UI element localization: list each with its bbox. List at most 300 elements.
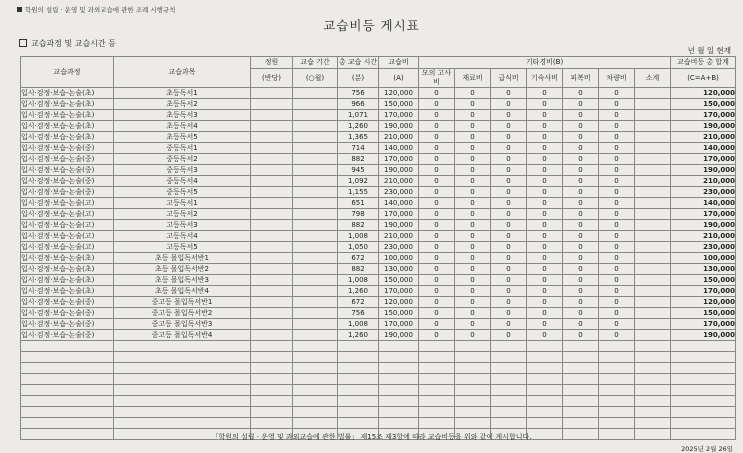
cell-dorm — [527, 374, 563, 385]
cell-material: 0 — [455, 99, 491, 110]
cell-vehicle: 0 — [599, 264, 635, 275]
cell-fee: 190,000 — [379, 121, 419, 132]
cell-empty — [635, 88, 671, 99]
cell-empty — [251, 275, 293, 286]
cell-dorm: 0 — [527, 308, 563, 319]
cell-empty — [251, 319, 293, 330]
cell-material: 0 — [455, 143, 491, 154]
table-row — [21, 253, 736, 264]
cell-meal — [491, 418, 527, 429]
cell-uniform: 0 — [563, 154, 599, 165]
cell-empty — [293, 330, 338, 341]
cell-dorm: 0 — [527, 187, 563, 198]
cell-course: 입시·검정·보습-논술(중) — [21, 143, 114, 154]
header-time-unit: (분) — [338, 69, 379, 88]
cell-empty — [293, 110, 338, 121]
cell-vehicle — [599, 374, 635, 385]
cell-dorm: 0 — [527, 143, 563, 154]
cell-total — [671, 352, 736, 363]
cell-material — [455, 385, 491, 396]
cell-empty — [293, 88, 338, 99]
header-period-unit: (○월) — [293, 69, 338, 88]
cell-total: 190,000 — [671, 165, 736, 176]
checkbox-square-icon — [19, 39, 27, 47]
cell-empty — [293, 385, 338, 396]
cell-vehicle: 0 — [599, 132, 635, 143]
cell-course: 입시·검정·보습-논술(중) — [21, 187, 114, 198]
cell-material: 0 — [455, 209, 491, 220]
cell-course: 입시·검정·보습-논술(초) — [21, 264, 114, 275]
cell-total: 230,000 — [671, 187, 736, 198]
cell-total: 170,000 — [671, 319, 736, 330]
cell-course: 입시·검정·보습-논술(중) — [21, 308, 114, 319]
cell-fee: 130,000 — [379, 264, 419, 275]
cell-vehicle — [599, 363, 635, 374]
cell-fee: 120,000 — [379, 88, 419, 99]
cell-meal: 0 — [491, 253, 527, 264]
cell-fee: 120,000 — [379, 297, 419, 308]
cell-total: 100,000 — [671, 253, 736, 264]
cell-total — [671, 363, 736, 374]
cell-course — [21, 385, 114, 396]
cell-empty — [293, 286, 338, 297]
cell-dorm: 0 — [527, 330, 563, 341]
cell-material — [455, 341, 491, 352]
cell-time — [338, 374, 379, 385]
cell-fee — [379, 418, 419, 429]
cell-empty — [293, 396, 338, 407]
cell-empty — [635, 374, 671, 385]
section-label: 교습과정 및 교습시간 등 — [31, 39, 116, 48]
cell-material: 0 — [455, 297, 491, 308]
cell-subject: 초등독서3 — [114, 110, 251, 121]
cell-total: 210,000 — [671, 231, 736, 242]
cell-dorm: 0 — [527, 264, 563, 275]
cell-fee — [379, 396, 419, 407]
cell-subject: 중등독서4 — [114, 176, 251, 187]
cell-empty — [251, 253, 293, 264]
cell-time — [338, 385, 379, 396]
header-total: 교습비등 총 합계 — [671, 57, 736, 69]
cell-meal: 0 — [491, 176, 527, 187]
cell-subject: 고등독서5 — [114, 242, 251, 253]
table-body — [21, 88, 736, 440]
table-row — [21, 110, 736, 121]
cell-dorm: 0 — [527, 99, 563, 110]
cell-empty — [251, 132, 293, 143]
cell-uniform: 0 — [563, 132, 599, 143]
cell-meal: 0 — [491, 165, 527, 176]
cell-subject: 중고등 몰입독서반4 — [114, 330, 251, 341]
cell-vehicle: 0 — [599, 286, 635, 297]
cell-vehicle: 0 — [599, 165, 635, 176]
cell-course — [21, 363, 114, 374]
cell-empty — [293, 374, 338, 385]
cell-empty — [293, 264, 338, 275]
cell-empty — [293, 176, 338, 187]
cell-empty — [293, 352, 338, 363]
cell-vehicle — [599, 341, 635, 352]
cell-total: 120,000 — [671, 88, 736, 99]
table-row — [21, 396, 736, 407]
cell-empty — [251, 330, 293, 341]
cell-vehicle: 0 — [599, 154, 635, 165]
cell-fee: 210,000 — [379, 231, 419, 242]
cell-material — [455, 418, 491, 429]
cell-vehicle: 0 — [599, 330, 635, 341]
cell-fee: 170,000 — [379, 319, 419, 330]
cell-course: 입시·검정·보습-논술(중) — [21, 297, 114, 308]
cell-vehicle: 0 — [599, 231, 635, 242]
cell-empty — [293, 341, 338, 352]
cell-dorm: 0 — [527, 198, 563, 209]
cell-meal — [491, 385, 527, 396]
cell-empty — [635, 242, 671, 253]
table-row — [21, 308, 736, 319]
table-row — [21, 352, 736, 363]
cell-empty — [251, 407, 293, 418]
cell-meal: 0 — [491, 330, 527, 341]
cell-meal: 0 — [491, 264, 527, 275]
cell-meal: 0 — [491, 231, 527, 242]
cell-subject: 초등독서2 — [114, 99, 251, 110]
cell-empty — [251, 220, 293, 231]
cell-meal: 0 — [491, 154, 527, 165]
cell-empty — [293, 154, 338, 165]
header-fee: 교습비 — [379, 57, 419, 69]
cell-empty — [293, 297, 338, 308]
cell-dorm — [527, 418, 563, 429]
cell-uniform — [563, 352, 599, 363]
cell-course: 입시·검정·보습-논술(고) — [21, 209, 114, 220]
cell-empty — [635, 341, 671, 352]
cell-course — [21, 352, 114, 363]
cell-empty — [251, 297, 293, 308]
cell-subject: 중고등 몰입독서반1 — [114, 297, 251, 308]
cell-subject: 중등독서1 — [114, 143, 251, 154]
cell-time — [338, 396, 379, 407]
cell-time — [338, 341, 379, 352]
cell-uniform: 0 — [563, 88, 599, 99]
cell-time: 756 — [338, 88, 379, 99]
cell-subject: 초등 몰입독서반3 — [114, 275, 251, 286]
cell-meal: 0 — [491, 121, 527, 132]
cell-uniform: 0 — [563, 110, 599, 121]
cell-empty — [251, 341, 293, 352]
cell-total — [671, 341, 736, 352]
cell-mock: 0 — [419, 88, 455, 99]
cell-subject: 고등독서3 — [114, 220, 251, 231]
header-subtotal: 소계 — [635, 69, 671, 88]
cell-subject: 중고등 몰입독서반3 — [114, 319, 251, 330]
cell-mock: 0 — [419, 264, 455, 275]
cell-uniform: 0 — [563, 187, 599, 198]
cell-empty — [635, 143, 671, 154]
cell-subject: 초등 몰입독서반4 — [114, 286, 251, 297]
cell-uniform — [563, 407, 599, 418]
cell-total: 140,000 — [671, 198, 736, 209]
cell-vehicle: 0 — [599, 275, 635, 286]
cell-vehicle: 0 — [599, 242, 635, 253]
cell-fee: 230,000 — [379, 187, 419, 198]
cell-mock: 0 — [419, 132, 455, 143]
cell-mock: 0 — [419, 253, 455, 264]
cell-meal: 0 — [491, 308, 527, 319]
cell-uniform: 0 — [563, 319, 599, 330]
table-row — [21, 286, 736, 297]
cell-mock: 0 — [419, 220, 455, 231]
cell-time: 672 — [338, 297, 379, 308]
cell-vehicle: 0 — [599, 209, 635, 220]
cell-fee — [379, 374, 419, 385]
cell-time: 882 — [338, 154, 379, 165]
table-row — [21, 88, 736, 99]
cell-dorm: 0 — [527, 220, 563, 231]
cell-time: 672 — [338, 253, 379, 264]
cell-uniform: 0 — [563, 198, 599, 209]
cell-empty — [635, 396, 671, 407]
cell-meal: 0 — [491, 88, 527, 99]
cell-empty — [293, 363, 338, 374]
cell-subject: 중등독서5 — [114, 187, 251, 198]
cell-course — [21, 418, 114, 429]
cell-total: 170,000 — [671, 209, 736, 220]
cell-uniform — [563, 374, 599, 385]
cell-fee: 150,000 — [379, 275, 419, 286]
cell-fee: 210,000 — [379, 132, 419, 143]
cell-mock — [419, 396, 455, 407]
cell-fee: 190,000 — [379, 330, 419, 341]
cell-time: 756 — [338, 308, 379, 319]
cell-vehicle — [599, 396, 635, 407]
cell-total: 170,000 — [671, 154, 736, 165]
cell-fee: 140,000 — [379, 198, 419, 209]
cell-time — [338, 418, 379, 429]
cell-dorm: 0 — [527, 209, 563, 220]
cell-time: 1,092 — [338, 176, 379, 187]
cell-dorm: 0 — [527, 297, 563, 308]
cell-vehicle: 0 — [599, 297, 635, 308]
cell-meal: 0 — [491, 110, 527, 121]
cell-fee: 150,000 — [379, 308, 419, 319]
cell-mock — [419, 363, 455, 374]
table-row — [21, 264, 736, 275]
cell-dorm: 0 — [527, 319, 563, 330]
cell-mock: 0 — [419, 143, 455, 154]
cell-mock: 0 — [419, 176, 455, 187]
cell-fee: 230,000 — [379, 242, 419, 253]
header-total-time: 총 교습 시간 — [338, 57, 379, 69]
cell-total: 140,000 — [671, 143, 736, 154]
cell-dorm — [527, 385, 563, 396]
cell-meal — [491, 374, 527, 385]
cell-course: 입시·검정·보습-논술(초) — [21, 253, 114, 264]
cell-course: 입시·검정·보습-논술(초) — [21, 110, 114, 121]
table-header — [21, 57, 736, 88]
cell-subject: 초등독서4 — [114, 121, 251, 132]
cell-subject: 고등독서4 — [114, 231, 251, 242]
cell-mock: 0 — [419, 275, 455, 286]
header-material: 재료비 — [455, 69, 491, 88]
cell-empty — [635, 154, 671, 165]
cell-time: 945 — [338, 165, 379, 176]
cell-time: 651 — [338, 198, 379, 209]
cell-uniform: 0 — [563, 231, 599, 242]
cell-vehicle: 0 — [599, 176, 635, 187]
cell-total: 210,000 — [671, 132, 736, 143]
cell-vehicle: 0 — [599, 110, 635, 121]
cell-empty — [251, 418, 293, 429]
cell-empty — [251, 209, 293, 220]
table-row — [21, 99, 736, 110]
cell-total — [671, 418, 736, 429]
table-row — [21, 143, 736, 154]
cell-time: 1,365 — [338, 132, 379, 143]
cell-subject — [114, 396, 251, 407]
cell-mock: 0 — [419, 165, 455, 176]
cell-mock: 0 — [419, 231, 455, 242]
header-vehicle: 차량비 — [599, 69, 635, 88]
cell-total — [671, 385, 736, 396]
cell-total: 230,000 — [671, 242, 736, 253]
cell-meal: 0 — [491, 198, 527, 209]
cell-vehicle: 0 — [599, 99, 635, 110]
cell-vehicle — [599, 352, 635, 363]
cell-subject: 중고등 몰입독서반2 — [114, 308, 251, 319]
cell-time: 1,155 — [338, 187, 379, 198]
cell-empty — [635, 286, 671, 297]
cell-dorm: 0 — [527, 176, 563, 187]
cell-fee: 170,000 — [379, 209, 419, 220]
cell-time — [338, 363, 379, 374]
cell-mock: 0 — [419, 110, 455, 121]
cell-total: 150,000 — [671, 308, 736, 319]
cell-vehicle: 0 — [599, 319, 635, 330]
cell-time — [338, 352, 379, 363]
cell-vehicle — [599, 418, 635, 429]
cell-empty — [293, 187, 338, 198]
table-row — [21, 297, 736, 308]
cell-mock: 0 — [419, 121, 455, 132]
table-row — [21, 363, 736, 374]
cell-material — [455, 396, 491, 407]
cell-course: 입시·검정·보습-논술(고) — [21, 198, 114, 209]
cell-dorm — [527, 363, 563, 374]
cell-total: 150,000 — [671, 99, 736, 110]
cell-uniform: 0 — [563, 121, 599, 132]
cell-course: 입시·검정·보습-논술(초) — [21, 88, 114, 99]
cell-empty — [251, 187, 293, 198]
cell-fee: 140,000 — [379, 143, 419, 154]
cell-fee: 170,000 — [379, 110, 419, 121]
header-total-unit: (C=A+B) — [671, 69, 736, 88]
cell-empty — [635, 407, 671, 418]
cell-empty — [293, 132, 338, 143]
cell-mock: 0 — [419, 154, 455, 165]
cell-total — [671, 396, 736, 407]
cell-meal: 0 — [491, 286, 527, 297]
cell-fee — [379, 341, 419, 352]
cell-time: 1,260 — [338, 286, 379, 297]
cell-vehicle — [599, 407, 635, 418]
cell-dorm: 0 — [527, 165, 563, 176]
cell-subject: 초등독서5 — [114, 132, 251, 143]
cell-empty — [251, 264, 293, 275]
cell-uniform: 0 — [563, 242, 599, 253]
section-heading — [19, 38, 116, 49]
cell-meal: 0 — [491, 297, 527, 308]
cell-uniform: 0 — [563, 165, 599, 176]
cell-course: 입시·검정·보습-논술(중) — [21, 154, 114, 165]
cell-course — [21, 341, 114, 352]
cell-empty — [635, 198, 671, 209]
cell-time: 714 — [338, 143, 379, 154]
cell-empty — [635, 187, 671, 198]
table-row — [21, 132, 736, 143]
cell-empty — [293, 121, 338, 132]
cell-fee — [379, 352, 419, 363]
cell-mock — [419, 352, 455, 363]
cell-empty — [251, 176, 293, 187]
cell-subject: 고등독서1 — [114, 198, 251, 209]
cell-course: 입시·검정·보습-논술(초) — [21, 132, 114, 143]
cell-mock — [419, 418, 455, 429]
table-row — [21, 418, 736, 429]
cell-time: 1,008 — [338, 319, 379, 330]
cell-uniform — [563, 396, 599, 407]
cell-uniform: 0 — [563, 286, 599, 297]
cell-empty — [635, 110, 671, 121]
cell-uniform: 0 — [563, 308, 599, 319]
cell-meal: 0 — [491, 220, 527, 231]
cell-time: 1,260 — [338, 330, 379, 341]
cell-dorm: 0 — [527, 275, 563, 286]
cell-course: 입시·검정·보습-논술(초) — [21, 286, 114, 297]
fee-table — [20, 56, 736, 440]
cell-empty — [251, 110, 293, 121]
cell-dorm — [527, 407, 563, 418]
cell-time: 966 — [338, 99, 379, 110]
cell-subject: 중등독서2 — [114, 154, 251, 165]
cell-empty — [635, 385, 671, 396]
cell-empty — [635, 99, 671, 110]
cell-course: 입시·검정·보습-논술(초) — [21, 121, 114, 132]
cell-total: 170,000 — [671, 286, 736, 297]
cell-material: 0 — [455, 286, 491, 297]
cell-total: 190,000 — [671, 121, 736, 132]
cell-vehicle: 0 — [599, 88, 635, 99]
cell-mock: 0 — [419, 242, 455, 253]
cell-empty — [251, 88, 293, 99]
cell-vehicle: 0 — [599, 253, 635, 264]
table-row — [21, 154, 736, 165]
cell-meal: 0 — [491, 132, 527, 143]
cell-material: 0 — [455, 176, 491, 187]
cell-fee: 150,000 — [379, 99, 419, 110]
cell-meal: 0 — [491, 209, 527, 220]
cell-dorm — [527, 396, 563, 407]
header-period: 교습 기간 — [293, 57, 338, 69]
cell-meal: 0 — [491, 319, 527, 330]
cell-subject: 초등독서1 — [114, 88, 251, 99]
cell-empty — [635, 132, 671, 143]
cell-material: 0 — [455, 253, 491, 264]
cell-dorm: 0 — [527, 242, 563, 253]
cell-uniform — [563, 363, 599, 374]
regulation-text: 학원의 설립 · 운영 및 과외교습에 관한 조례 시행규칙 — [25, 6, 176, 14]
cell-material — [455, 352, 491, 363]
square-bullet-icon — [17, 7, 22, 12]
